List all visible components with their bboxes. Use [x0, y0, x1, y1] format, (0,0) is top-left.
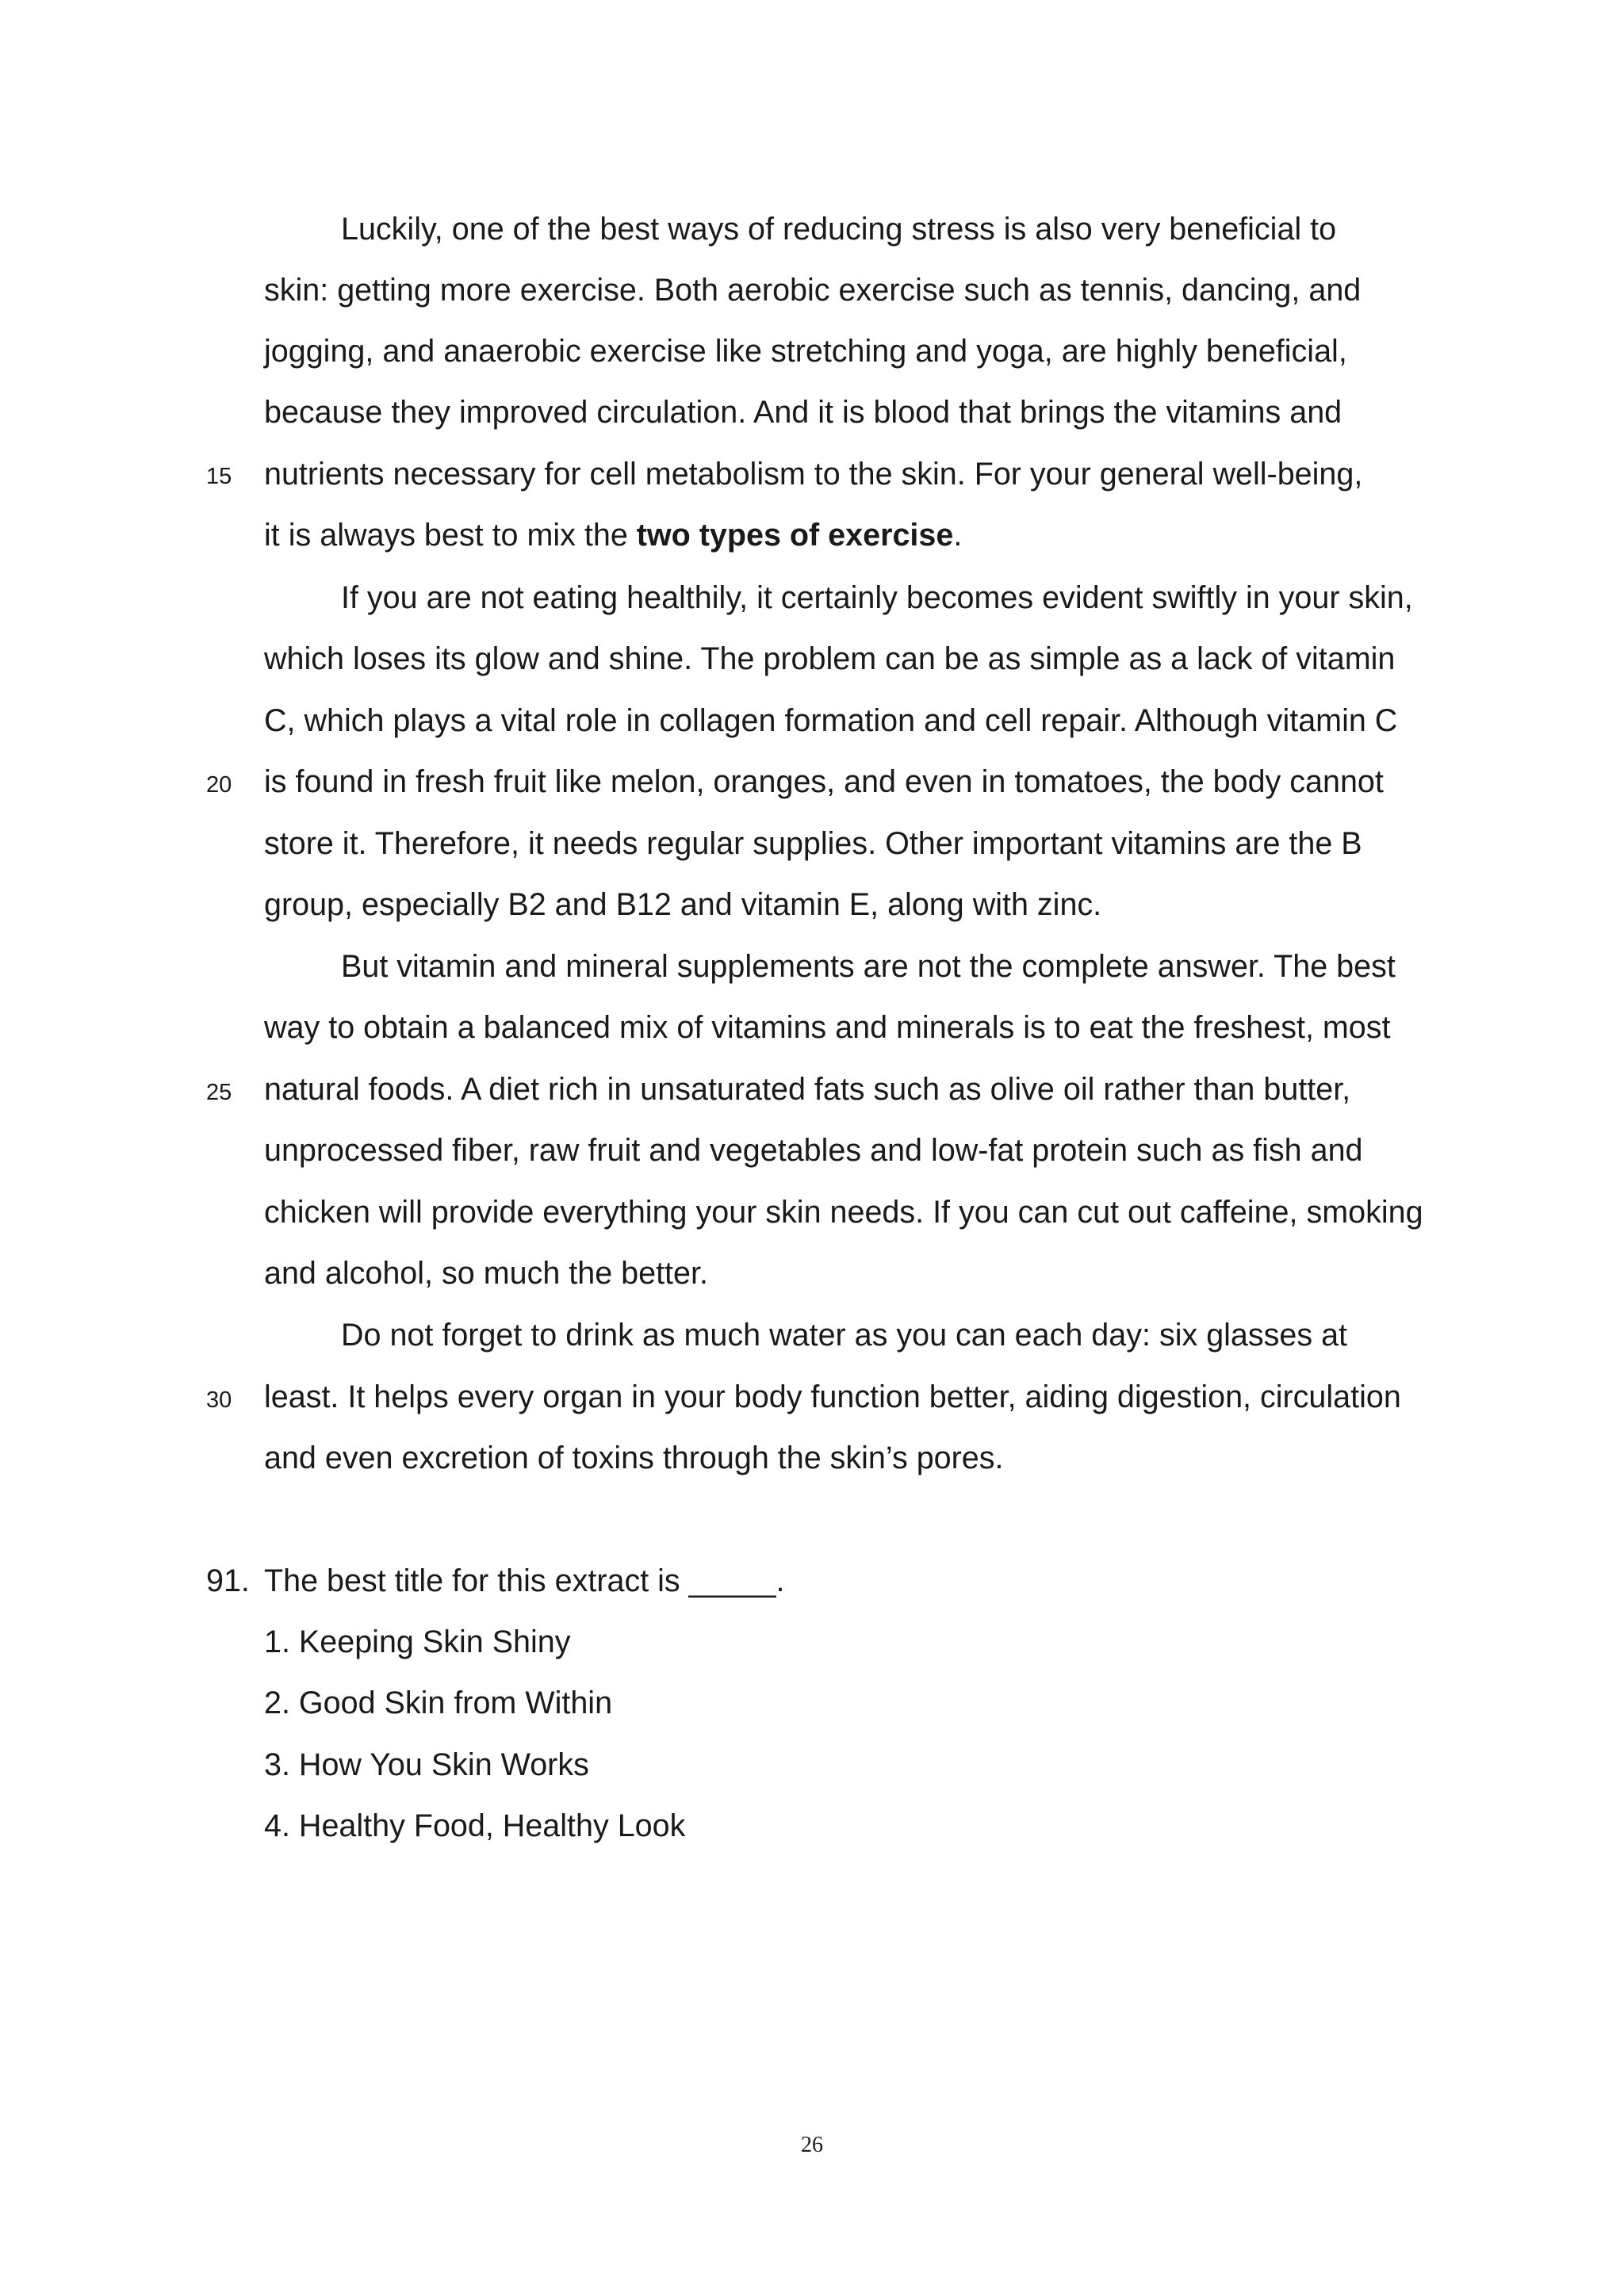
line-number: 30: [206, 1387, 232, 1413]
answer-option: 4. Healthy Food, Healthy Look: [264, 1808, 686, 1843]
answer-option: 3. How You Skin Works: [264, 1747, 589, 1782]
passage-line: [264, 520, 962, 552]
passage-line: which loses its glow and shine. The problem can be as simple as a lack of vitamin: [264, 641, 1396, 676]
passage-line: natural foods. A diet rich in unsaturated fats such as olive oil rather than butter,: [264, 1072, 1351, 1107]
passage-line: because they improved circulation. And it is blood that brings the vitamins and: [264, 395, 1342, 430]
passage-line: way to obtain a balanced mix of vitamins and minerals is to eat the freshest, most: [264, 1010, 1391, 1045]
passage-text-run: it is always best to mix the: [264, 518, 637, 553]
passage-line: store it. Therefore, it needs regular supplies. Other important vitamins are the B: [264, 826, 1362, 861]
bold-phrase: two types of exercise: [636, 518, 954, 553]
passage-line: Do not forget to drink as much water as you can each day: six glasses at: [341, 1318, 1348, 1353]
line-number: 15: [206, 464, 232, 489]
passage-line: least. It helps every organ in your body function better, aiding digestion, circulation: [264, 1380, 1401, 1414]
passage-line: and alcohol, so much the better.: [264, 1256, 708, 1291]
passage-line: group, especially B2 and B12 and vitamin E, along with zinc.: [264, 887, 1102, 922]
passage-text-run: .: [953, 518, 963, 553]
passage-line: and even excretion of toxins through the skin’s pores.: [264, 1441, 1004, 1475]
passage-line: Luckily, one of the best ways of reducing stress is also very beneficial to: [341, 212, 1337, 247]
passage-line: skin: getting more exercise. Both aerobic exercise such as tennis, dancing, and: [264, 273, 1362, 308]
question-number: 91.: [206, 1563, 250, 1598]
page-number: 26: [801, 2133, 823, 2157]
passage-line: But vitamin and mineral supplements are not the complete answer. The best: [341, 949, 1396, 984]
passage-line: If you are not eating healthily, it certainly becomes evident swiftly in your skin,: [341, 580, 1413, 615]
passage-line: C, which plays a vital role in collagen formation and cell repair. Although vitamin C: [264, 703, 1398, 738]
passage-line: chicken will provide everything your skin needs. If you can cut out caffeine, smoking: [264, 1195, 1423, 1230]
question-stem: The best title for this extract is _____.: [264, 1563, 785, 1598]
passage-line: jogging, and anaerobic exercise like stretching and yoga, are highly beneficial,: [264, 334, 1347, 369]
passage-line: nutrients necessary for cell metabolism to the skin. For your general well-being,: [264, 457, 1363, 492]
answer-option: 2. Good Skin from Within: [264, 1686, 613, 1720]
line-number: 20: [206, 772, 232, 798]
passage-line: is found in fresh fruit like melon, oranges, and even in tomatoes, the body cannot: [264, 764, 1384, 799]
passage-line: unprocessed fiber, raw fruit and vegetables and low-fat protein such as fish and: [264, 1133, 1363, 1168]
answer-option: 1. Keeping Skin Shiny: [264, 1624, 571, 1659]
line-number: 25: [206, 1080, 232, 1105]
